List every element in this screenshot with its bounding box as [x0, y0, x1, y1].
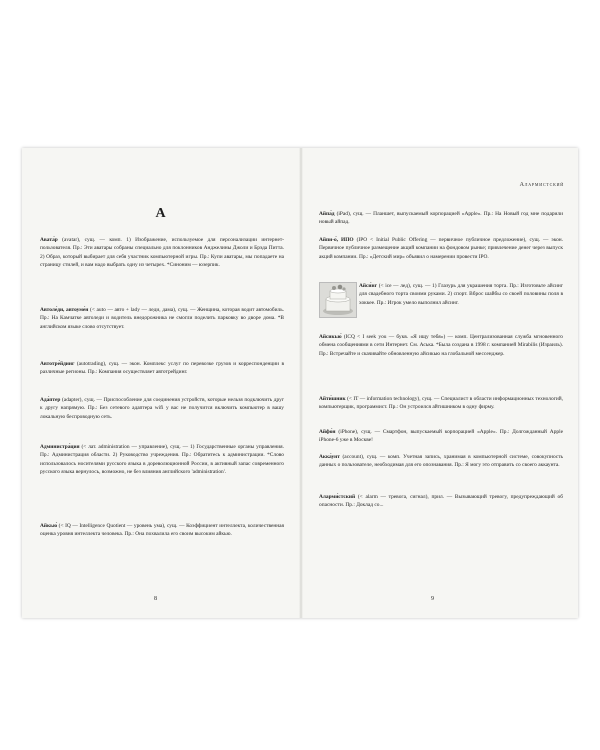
dictionary-entry — [40, 360, 284, 377]
entry-text: (account), сущ. — комп. Учетная запись, хранимая в компьютерной системе, совокупность данных о пользователе, необходимая для его опознавания. Пр.: Я могу это отправить со своего аккаунта. — [319, 454, 563, 469]
dictionary-entry — [319, 493, 563, 510]
dictionary-entry — [319, 453, 563, 470]
entry-text: (ICQ < I seek you — букв. «Я ищу тебя») — комп. Централизованная служба мгновенного обмена сообщениями в сети Интернет. См. Аська. *Была создана в 1998 г. компанией Mirabilis (Израиль). Пр.: Встречайте и скачивайте обновленную айсикью на глобальной мессенджер. — [319, 334, 563, 357]
entry-headword: Акка́унт — [319, 454, 340, 460]
entry-text: (< auto — авто + lady — леди, дама), сущ. — Женщина, которая водит автомобиль. Пр.: На Камчатке автоледи и водитель внедорожника не смогли поделить парковку во дворе дома. *В английском языке слово отсутствует. — [40, 307, 285, 330]
page-number-right: 9 — [431, 596, 434, 602]
entry-text: (autotrading), сущ. — экон. Комплекс услуг по перевозке грузов и корреспонденции в различные регионы. Пр.: Компания осуществляет автотрейдинг. — [40, 361, 284, 376]
left-page — [22, 148, 299, 618]
entry-text: (< alarm — тревога, сигнал), прил. — Вызывающий тревогу, предупреждающий об опасности. Пр.: Доклад со... — [319, 494, 563, 509]
dictionary-entry — [319, 395, 563, 412]
running-head: Алармистский — [519, 182, 564, 188]
entry-text: (< лат. administration — управление), сущ. — 1) Государственные органы управления. Пр.: Администрация области. 2) Руководство учреждения. Пр.: Обратитесь к администрации. *Слово использовалось носителями русского языка в дореволюционной России, в активный запас современного русского языка вернулось, возможно, не без влияния английского 'administration'. — [40, 444, 284, 475]
entry-text: (IPO < Initial Public Offering — первичное публичное предложение), сущ. — экон. Первичное публичное размещение акций компании на фондовом рынке; привлечение денег через выпуск акций компании. Пр.: «Детский мир» объявил о намерении провести IPO. — [319, 237, 564, 260]
entry-text: (adapter), сущ. — Приспособление для соединения устройств, которые нельзя подключить друг к другу напрямую. Пр.: Без сетевого адаптера wifi у вас не получится включить компьютер в вашу локальную беспроводную сеть. — [40, 397, 284, 420]
dictionary-entry — [40, 236, 284, 269]
entry-text: (< IQ — Intelligence Quotient — уровень ума), сущ. — Коэффициент интеллекта, количественная оценка уровня интеллекта человека. Пр.: Она похвалила его своим высоким айкью. — [40, 523, 284, 538]
entry-text: (< IT — information technology), сущ. — Специалист в области информационных технологий, компьютерщик, программист. Пр.: Он устроился айтишником в одну фирму. — [319, 396, 563, 411]
section-letter: А — [155, 206, 166, 221]
entry-text: (< ice — лед), сущ. — 1) Глазурь для украшения торта. Пр.: Изготовьте айсинг для свадебного торта своими руками. 2) спорт. Вброс шайбы со своей половины поля в хоккее. Пр.: Игрок умело выполнил айсинг. — [359, 283, 563, 306]
entry-text: (avatar), сущ. — комп. 1) Изображение, используемое для персонализации интернет-пользователя. Пр.: Эти аватары собраны специально для поклонников Анджелины Джоли и Брэда Питта. 2) Образ, который выбирает для себя участник компьютерной игры. Пр.: Купи аватары, мы попадаете на страницу стилей, и вам надо выбрать одну из четырех. *Синоним — юзерпик. — [40, 237, 284, 268]
entry-headword: Айти́шник — [319, 396, 346, 402]
entry-headword: Айкью́ — [40, 523, 58, 529]
dictionary-entry — [319, 236, 563, 261]
dictionary-entry — [40, 306, 284, 331]
entry-headword: Ада́птер — [40, 397, 61, 403]
entry-headword: Айси́нг — [359, 283, 378, 289]
entry-text: (iPhone), сущ. — Смартфон, выпускаемый корпорацией «Apple». Пр.: Долгожданный Apple iPhone-6 уже в Москве! — [319, 429, 563, 444]
entry-headword: Айпи-о́, ИПО — [319, 237, 354, 243]
entry-headword: Авата́р — [40, 237, 58, 243]
entry-headword: Айсикью́ — [319, 334, 342, 340]
cake-illustration — [319, 282, 357, 318]
dictionary-entry — [40, 443, 284, 476]
page-number-left: 8 — [154, 596, 157, 602]
dictionary-entry — [359, 282, 563, 307]
entry-headword: Автоле́ди, автоуме́н — [40, 307, 89, 313]
dictionary-entry — [40, 396, 284, 421]
entry-headword: Администра́ция — [40, 444, 80, 450]
entry-headword: Айфо́н — [319, 429, 336, 435]
entry-headword: Автотре́йдинг — [40, 361, 75, 367]
entry-headword: Аларми́стский — [319, 494, 356, 500]
dictionary-entry — [319, 333, 563, 358]
dictionary-entry — [40, 522, 284, 539]
dictionary-entry — [319, 210, 563, 227]
dictionary-entry — [319, 428, 563, 445]
right-page — [303, 148, 578, 618]
entry-headword: Айпа́д — [319, 211, 335, 217]
entry-text: (iPad), сущ. — Планшет, выпускаемый корпорацией «Apple». Пр.: На Новый год мне подарили новый айпад. — [319, 211, 563, 226]
book-spread — [22, 148, 578, 618]
